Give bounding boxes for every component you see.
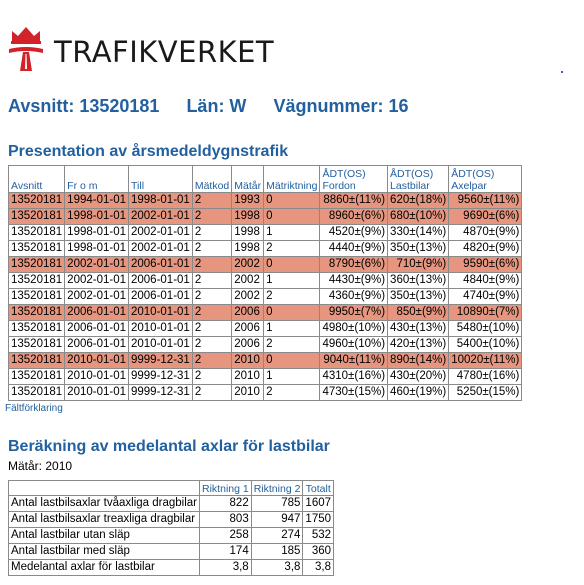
axle-table: [8, 480, 334, 576]
adt-cell: 2006: [232, 321, 264, 337]
adt-cell: 1998: [232, 209, 264, 225]
adt-cell: 430±(20%): [388, 369, 449, 385]
adt-cell: 1998-01-01: [65, 241, 129, 257]
axle-cell: 3,8: [200, 560, 252, 576]
adt-cell: 2010: [232, 353, 264, 369]
adt-cell: 0: [264, 209, 320, 225]
section-title-axles: Beräkning av medelantal axlar för lastbilar: [8, 438, 330, 455]
adt-cell: 2002-01-01: [129, 241, 193, 257]
adt-cell: 9950±(7%): [320, 305, 388, 321]
adt-cell: 2010-01-01: [65, 385, 129, 401]
adt-cell: 350±(13%): [388, 241, 449, 257]
adt-cell: 4430±(9%): [320, 273, 388, 289]
adt-cell: 8860±(11%): [320, 193, 388, 209]
axle-cell: 3,8: [303, 560, 334, 576]
adt-cell: 9560±(11%): [449, 193, 522, 209]
adt-cell: 1: [264, 225, 320, 241]
adt-cell: 4960±(10%): [320, 337, 388, 353]
adt-cell: 10020±(11%): [449, 353, 522, 369]
adt-cell: 2002-01-01: [65, 289, 129, 305]
adt-cell: 9999-12-31: [129, 353, 193, 369]
axle-cell: 947: [251, 512, 303, 528]
adt-cell: 13520181: [9, 209, 65, 225]
adt-cell: 2010-01-01: [129, 305, 193, 321]
adt-column-header: Mätår: [232, 166, 264, 193]
adt-cell: 4870±(9%): [449, 225, 522, 241]
axle-cell: 3,8: [251, 560, 303, 576]
faltforklaring-link[interactable]: Fältförklaring: [5, 403, 63, 414]
adt-cell: 2: [192, 321, 231, 337]
adt-cell: 2006-01-01: [129, 289, 193, 305]
adt-cell: 2: [192, 353, 231, 369]
adt-cell: 2006-01-01: [65, 321, 129, 337]
adt-cell: 13520181: [9, 241, 65, 257]
adt-cell: 2: [192, 241, 231, 257]
axle-cell: 174: [200, 544, 252, 560]
adt-table-row: [9, 353, 522, 369]
adt-cell: 4980±(10%): [320, 321, 388, 337]
adt-cell: 13520181: [9, 369, 65, 385]
axle-cell: 1750: [303, 512, 334, 528]
adt-cell: 420±(13%): [388, 337, 449, 353]
adt-cell: 9999-12-31: [129, 369, 193, 385]
adt-cell: 2: [192, 369, 231, 385]
adt-cell: 2006-01-01: [65, 305, 129, 321]
adt-cell: 2006: [232, 305, 264, 321]
matar-label: Mätår: 2010: [8, 459, 73, 473]
adt-cell: 4820±(9%): [449, 241, 522, 257]
adt-cell: 1998-01-01: [65, 209, 129, 225]
adt-cell: 2010-01-01: [129, 337, 193, 353]
adt-cell: 460±(19%): [388, 385, 449, 401]
adt-cell: 1: [264, 273, 320, 289]
axle-cell: 532: [303, 528, 334, 544]
adt-column-header: Avsnitt: [9, 166, 65, 193]
adt-column-header: Till: [129, 166, 193, 193]
adt-cell: 1998-01-01: [129, 193, 193, 209]
adt-cell: 4840±(9%): [449, 273, 522, 289]
adt-table-row: [9, 257, 522, 273]
adt-cell: 2002-01-01: [129, 225, 193, 241]
adt-cell: 2: [192, 289, 231, 305]
adt-cell: 13520181: [9, 305, 65, 321]
adt-cell: 4310±(16%): [320, 369, 388, 385]
adt-cell: 4360±(9%): [320, 289, 388, 305]
adt-cell: 2: [264, 385, 320, 401]
adt-cell: 330±(14%): [388, 225, 449, 241]
adt-cell: 0: [264, 257, 320, 273]
adt-cell: 2006-01-01: [129, 257, 193, 273]
adt-cell: 430±(13%): [388, 321, 449, 337]
adt-cell: 13520181: [9, 385, 65, 401]
adt-cell: 2: [192, 273, 231, 289]
adt-cell: 360±(13%): [388, 273, 449, 289]
adt-cell: 2002: [232, 273, 264, 289]
adt-cell: 2: [264, 289, 320, 305]
axle-cell: Antal lastbilar med släp: [9, 544, 200, 560]
adt-table: [8, 165, 522, 401]
adt-cell: 620±(18%): [388, 193, 449, 209]
adt-cell: 1993: [232, 193, 264, 209]
adt-table-row: [9, 385, 522, 401]
adt-cell: 1: [264, 369, 320, 385]
adt-cell: 2002: [232, 289, 264, 305]
adt-cell: 5400±(10%): [449, 337, 522, 353]
axle-cell: 803: [200, 512, 252, 528]
adt-cell: 10890±(7%): [449, 305, 522, 321]
adt-column-header: Mätkod: [192, 166, 231, 193]
adt-cell: 2010: [232, 385, 264, 401]
lan-label: Län: W: [186, 96, 247, 116]
adt-cell: 9690±(6%): [449, 209, 522, 225]
adt-column-header: Mätriktning: [264, 166, 320, 193]
adt-cell: 13520181: [9, 273, 65, 289]
adt-cell: 1998: [232, 225, 264, 241]
adt-cell: 350±(13%): [388, 289, 449, 305]
adt-table-row: [9, 305, 522, 321]
adt-cell: 2006: [232, 337, 264, 353]
adt-table-row: [9, 273, 522, 289]
adt-cell: 2: [192, 305, 231, 321]
adt-cell: 13520181: [9, 225, 65, 241]
axle-table-header: [9, 481, 334, 496]
adt-cell: 2: [192, 337, 231, 353]
adt-cell: 1998: [232, 241, 264, 257]
avsnitt-label: Avsnitt: 13520181: [8, 96, 160, 116]
adt-cell: 2010-01-01: [65, 353, 129, 369]
adt-cell: 5250±(15%): [449, 385, 522, 401]
axle-cell: 360: [303, 544, 334, 560]
adt-cell: 13520181: [9, 289, 65, 305]
axle-cell: Antal lastbilsaxlar treaxliga dragbilar: [9, 512, 200, 528]
stray-dot: [561, 71, 563, 73]
adt-cell: 2006-01-01: [129, 273, 193, 289]
adt-table-row: [9, 321, 522, 337]
page-header: [8, 96, 431, 117]
axle-cell: Antal lastbilsaxlar tvåaxliga dragbilar: [9, 496, 200, 512]
adt-table-row: [9, 193, 522, 209]
adt-cell: 2010-01-01: [129, 321, 193, 337]
axle-cell: Medelantal axlar för lastbilar: [9, 560, 200, 576]
adt-cell: 1998-01-01: [65, 225, 129, 241]
adt-table-row: [9, 209, 522, 225]
adt-cell: 13520181: [9, 257, 65, 273]
adt-cell: 2002-01-01: [129, 209, 193, 225]
trafikverket-logo-icon: [6, 23, 46, 73]
adt-cell: 13520181: [9, 193, 65, 209]
adt-cell: 2: [192, 385, 231, 401]
adt-table-row: [9, 289, 522, 305]
adt-cell: 2: [192, 193, 231, 209]
adt-cell: 4520±(9%): [320, 225, 388, 241]
adt-cell: 4780±(16%): [449, 369, 522, 385]
adt-table-row: [9, 225, 522, 241]
axle-cell: 185: [251, 544, 303, 560]
adt-column-header: ÅDT(OS) Fordon: [320, 166, 388, 193]
adt-cell: 0: [264, 353, 320, 369]
axle-cell: 1607: [303, 496, 334, 512]
adt-cell: 2: [264, 337, 320, 353]
adt-column-header: ÅDT(OS) Lastbilar: [388, 166, 449, 193]
adt-table-row: [9, 337, 522, 353]
adt-cell: 13520181: [9, 337, 65, 353]
axle-table-row: [9, 512, 334, 528]
brand-name: TRAFIKVERKET: [54, 35, 275, 69]
axle-table-row: [9, 544, 334, 560]
adt-cell: 5480±(10%): [449, 321, 522, 337]
adt-table-row: [9, 369, 522, 385]
axle-cell: Antal lastbilar utan släp: [9, 528, 200, 544]
adt-column-header: ÅDT(OS) Axelpar: [449, 166, 522, 193]
axle-table-row: [9, 560, 334, 576]
adt-cell: 2010: [232, 369, 264, 385]
adt-cell: 1: [264, 321, 320, 337]
axle-column-header: Totalt: [303, 481, 334, 496]
adt-cell: 13520181: [9, 321, 65, 337]
axle-column-header: Riktning 2: [251, 481, 303, 496]
axle-column-header: [9, 481, 200, 496]
adt-cell: 8960±(6%): [320, 209, 388, 225]
adt-cell: 8790±(6%): [320, 257, 388, 273]
axle-cell: 274: [251, 528, 303, 544]
adt-cell: 2: [264, 241, 320, 257]
adt-cell: 1994-01-01: [65, 193, 129, 209]
adt-cell: 9590±(6%): [449, 257, 522, 273]
adt-cell: 2010-01-01: [65, 369, 129, 385]
axle-cell: 785: [251, 496, 303, 512]
adt-cell: 2002: [232, 257, 264, 273]
adt-cell: 4730±(15%): [320, 385, 388, 401]
axle-cell: 822: [200, 496, 252, 512]
adt-cell: 2: [192, 209, 231, 225]
adt-cell: 0: [264, 305, 320, 321]
axle-table-row: [9, 496, 334, 512]
adt-cell: 2002-01-01: [65, 257, 129, 273]
adt-cell: 4740±(9%): [449, 289, 522, 305]
adt-cell: 2006-01-01: [65, 337, 129, 353]
adt-cell: 2: [192, 225, 231, 241]
axle-cell: 258: [200, 528, 252, 544]
vagnummer-label: Vägnummer: 16: [273, 96, 409, 116]
adt-cell: 9040±(11%): [320, 353, 388, 369]
adt-cell: 4440±(9%): [320, 241, 388, 257]
axle-column-header: Riktning 1: [200, 481, 252, 496]
adt-cell: 710±(9%): [388, 257, 449, 273]
adt-cell: 850±(9%): [388, 305, 449, 321]
adt-cell: 2: [192, 257, 231, 273]
adt-table-header: [9, 166, 522, 193]
adt-table-row: [9, 241, 522, 257]
adt-cell: 0: [264, 193, 320, 209]
adt-cell: 13520181: [9, 353, 65, 369]
adt-cell: 9999-12-31: [129, 385, 193, 401]
adt-column-header: Fr o m: [65, 166, 129, 193]
adt-cell: 2002-01-01: [65, 273, 129, 289]
adt-cell: 890±(14%): [388, 353, 449, 369]
section-title-adt: Presentation av årsmedeldygnstrafik: [8, 143, 289, 160]
adt-cell: 680±(10%): [388, 209, 449, 225]
axle-table-row: [9, 528, 334, 544]
